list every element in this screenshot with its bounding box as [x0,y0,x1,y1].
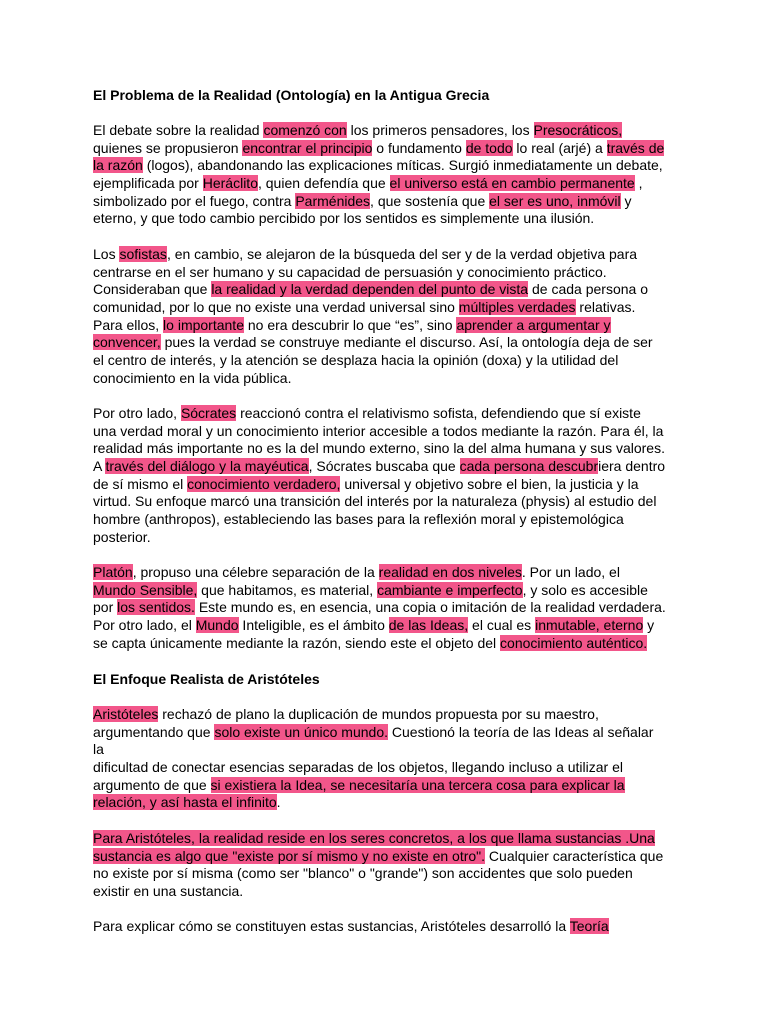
text-line [93,317,693,335]
highlighted-text: sofistas [119,246,167,262]
text-segment: reaccionó contra el relativismo sofista, defendiendo que sí existe [236,405,641,421]
text-line [93,564,693,582]
text-segment: el centro de interés, y la atención se desplaza hacia la opinión (doxa) y la utilidad del [93,352,619,369]
highlighted-text: Platón [93,564,133,580]
text-segment: . [276,794,281,811]
text-segment: no existe por sí misma (como ser "blanco" o "grande") son accidentes que solo pueden [93,865,633,882]
highlighted-text: los sentidos. [117,599,195,616]
highlighted-text: Mundo [195,617,239,634]
text-line [93,334,693,352]
text-segment: universal y objetivo sobre el bien, la justicia y la [340,475,639,492]
text-line [93,582,693,600]
text-line [93,299,693,317]
paragraph-socrates [93,405,693,547]
text-segment: no era descubrir lo que “es”, sino [243,316,457,333]
paragraph-teoria [93,918,693,936]
text-line [93,599,693,617]
highlighted-text: convencer, [93,334,161,351]
text-segment: relativas. [575,299,636,316]
text-segment: Cuestionó la teoría de las Ideas al señalar [388,723,654,740]
highlighted-text: través de [606,139,665,156]
text-line [93,264,693,282]
highlighted-text: Aristóteles [93,706,159,722]
text-segment: que habitamos, es material, [197,581,378,598]
text-line [93,246,693,264]
text-line [93,883,693,901]
text-segment: , [634,175,643,192]
highlighted-text: solo existe un único mundo. [214,723,388,740]
text-line [93,794,693,812]
text-segment: dificultad de conectar esencias separadas de los objetos, llegando incluso a utilizar el [93,759,623,776]
text-line [93,281,693,299]
text-segment: o fundamento [372,139,466,156]
text-line [93,370,693,388]
text-segment: conocimiento en la vida pública. [93,369,292,386]
text-segment: existir en una sustancia. [93,883,244,900]
paragraph-sustancias [93,830,693,901]
highlighted-text: comenzó con [263,122,347,138]
highlighted-text: Mundo Sensible, [93,581,198,598]
text-line [93,493,693,511]
text-segment: posterior. [93,528,151,545]
paragraph-sofistas [93,246,693,388]
highlighted-text: Presocráticos, [533,122,623,138]
highlighted-text: conocimiento auténtico. [500,634,648,651]
text-line [93,635,693,653]
text-line [93,405,693,423]
text-line [93,193,693,211]
highlighted-text: relación, y así hasta el infinito [93,794,277,811]
text-line [93,706,693,724]
highlighted-text: Para Aristóteles, la realidad reside en los seres concretos, a los que llama sustancias .Una [93,830,655,846]
text-segment: la [93,741,104,758]
text-segment: eterno, y que todo cambio percibido por los sentidos es simplemente una ilusión. [93,210,595,227]
text-line [93,440,693,458]
highlighted-text: encontrar el principio [242,139,373,156]
text-line [93,157,693,175]
text-segment: Inteligible, es el ámbito [238,617,389,634]
text-line [93,848,693,866]
highlighted-text: cambiante e imperfecto [377,581,523,598]
highlighted-text: conocimiento verdadero, [187,475,341,492]
text-line [93,830,693,848]
paragraph-aristoteles-critica [93,706,693,812]
text-line [93,918,693,936]
text-segment: Por otro lado, [93,405,181,421]
text-line [93,865,693,883]
text-segment: de sí mismo el [93,475,188,492]
document-title: El Problema de la Realidad (Ontología) en la Antigua Grecia [93,87,490,103]
highlighted-text: la realidad y la verdad dependen del punto de vista [211,281,529,298]
highlighted-text: cada persona descubr [459,458,599,475]
text-segment: A [93,458,106,475]
text-line [93,175,693,193]
paragraph-platon [93,564,693,652]
highlighted-text: Parménides [295,192,371,209]
paragraph-presocraticos [93,122,693,228]
text-segment: realidad más importante no es la del mundo externo, sino la del alma humana y sus valores. [93,440,665,457]
text-segment: Los [93,246,120,262]
highlighted-text: el universo está en cambio permanente [389,175,635,192]
text-line [93,476,693,494]
text-segment: . Por un lado, el [521,564,620,580]
text-segment: Este mundo es, en esencia, una copia o imitación de la realidad verdadera. [194,599,666,616]
text-segment: argumentando que [93,723,215,740]
text-segment: lo real (arjé) a [512,139,607,156]
highlighted-text: de las Ideas, [388,617,469,634]
text-segment: simbolizado por el fuego, contra [93,192,296,209]
text-segment: centrarse en el ser humano y su capacidad de persuasión y conocimiento práctico. [93,263,607,280]
text-line [93,423,693,441]
text-segment: se capta únicamente mediante la razón, siendo este el objeto del [93,634,501,651]
text-line [93,777,693,795]
text-segment: , quien defendía que [257,175,390,192]
text-segment: argumento de que [93,776,211,793]
text-segment: rechazó de plano la duplicación de mundos propuesta por su maestro, [158,706,599,722]
text-line [93,741,693,759]
text-line [93,352,693,370]
text-segment: Consideraban que [93,281,212,298]
highlighted-text: sustancia es algo que "existe por sí mismo y no existe en otro". [93,847,486,864]
text-segment: por [93,599,118,616]
text-segment: , en cambio, se alejaron de la búsqueda del ser y de la verdad objetiva para [166,246,638,262]
highlighted-text: aprender a argumentar y [456,316,611,333]
text-segment: quienes se propusieron [93,139,243,156]
text-segment: los primeros pensadores, los [346,122,534,138]
text-line [93,511,693,529]
text-segment: comunidad, por lo que no existe una verdad universal sino [93,299,459,316]
highlighted-text: realidad en dos niveles [378,564,522,580]
text-segment: pues la verdad se construye mediante el discurso. Así, la ontología deja de ser [160,334,653,351]
text-segment: una verdad moral y un conocimiento interior accesible a todos mediante la razón. Para él, la [93,422,664,439]
text-segment: Cualquier característica que [485,847,664,864]
text-segment: Para ellos, [93,316,164,333]
text-line [93,529,693,547]
text-segment: y [643,617,655,634]
text-line [93,759,693,777]
text-segment: virtud. Su enfoque marcó una transición del interés por la naturaleza (physis) al estudio del [93,493,657,510]
text-line [93,210,693,228]
text-segment: , y solo es accesible [522,581,648,598]
highlighted-text: inmutable, eterno [535,617,644,634]
text-line [93,458,693,476]
text-segment: El debate sobre la realidad [93,122,264,138]
text-segment: de cada persona o [528,281,648,298]
highlighted-text: múltiples verdades [458,299,576,316]
text-segment: Para explicar cómo se constituyen estas sustancias, Aristóteles desarrolló la [93,918,570,934]
text-segment: (logos), abandonando las explicaciones míticas. Surgió inmediatamente un debate, [142,157,663,174]
highlighted-text: Heráclito [202,175,258,192]
text-segment: , propuso una célebre separación de la [132,564,379,580]
text-segment: Por otro lado, el [93,617,196,634]
text-line [93,140,693,158]
text-line [93,122,693,140]
highlighted-text: el ser es uno, inmóvil [489,192,621,209]
highlighted-text: si existiera la Idea, se necesitaría una tercera cosa para explicar la [210,776,625,793]
text-segment: , que sostenía que [370,192,490,209]
highlighted-text: la razón [93,157,143,174]
text-segment: ejemplificada por [93,175,203,192]
text-line [93,724,693,742]
highlighted-text: través del diálogo y la mayéutica [105,458,309,475]
text-segment: hombre (anthropos), estableciendo las bases para la reflexión moral y epistemológica [93,511,624,528]
highlighted-text: lo importante [163,316,244,333]
text-segment: y [620,192,632,209]
section-heading-aristoteles: El Enfoque Realista de Aristóteles [93,671,320,687]
text-segment: el cual es [468,617,536,634]
highlighted-text: Teoría [569,918,609,934]
text-line [93,617,693,635]
highlighted-text: de todo [465,139,513,156]
text-segment: , Sócrates buscaba que [308,458,460,475]
text-segment: iera dentro [598,458,666,475]
highlighted-text: Sócrates [180,405,237,421]
